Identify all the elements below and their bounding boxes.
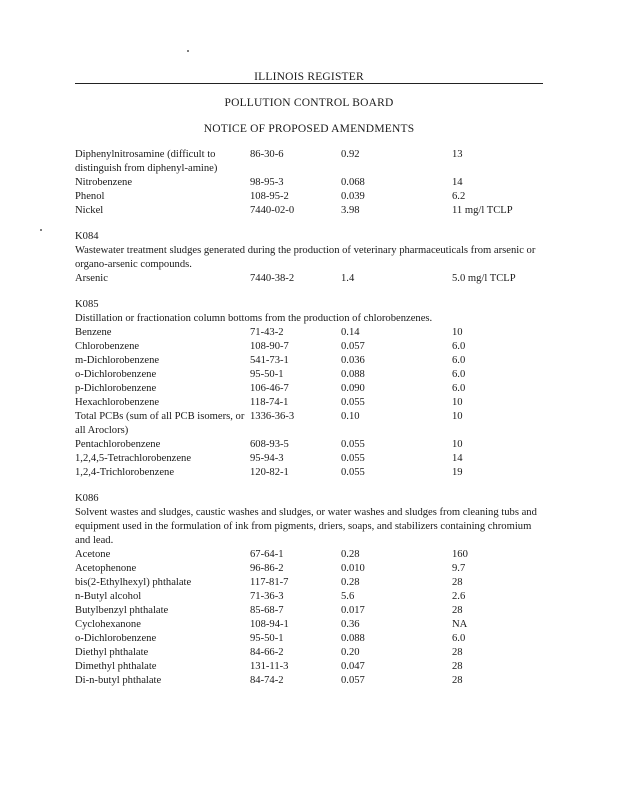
register-title: ILLINOIS REGISTER xyxy=(254,71,364,83)
wastewater-standard: 0.039 xyxy=(341,191,365,202)
k084-table xyxy=(75,272,545,286)
wastewater-standard: 5.6 xyxy=(341,591,355,602)
k085-table xyxy=(75,326,545,480)
cas-number: 120-82-1 xyxy=(250,467,289,478)
waste-code-k084: K084 xyxy=(75,231,99,242)
cas-number: 96-86-2 xyxy=(250,563,284,574)
cas-number: 7440-02-0 xyxy=(250,205,295,216)
constituent-name: Butylbenzyl phthalate xyxy=(75,605,169,616)
constituent-row xyxy=(75,148,545,176)
constituent-name: Nitrobenzene xyxy=(75,177,133,188)
nonwastewater-standard: 6.0 xyxy=(452,633,466,644)
constituent-name: Benzene xyxy=(75,327,112,338)
constituent-name: 1,2,4-Trichlorobenzene xyxy=(75,467,175,478)
constituent-name: m-Dichlorobenzene xyxy=(75,355,160,366)
scan-speck xyxy=(187,50,189,52)
wastewater-standard: 1.4 xyxy=(341,273,355,284)
wastewater-standard: 0.088 xyxy=(341,369,365,380)
nonwastewater-standard: 13 xyxy=(452,149,463,160)
nonwastewater-standard: NA xyxy=(452,619,468,630)
k085-description: Distillation or fractionation column bottoms from the production of chlorobenzenes. xyxy=(75,313,433,324)
constituent-row xyxy=(75,562,545,576)
cas-number: 108-94-1 xyxy=(250,619,289,630)
nonwastewater-standard: 28 xyxy=(452,647,463,658)
constituent-row xyxy=(75,204,545,218)
wastewater-standard: 0.055 xyxy=(341,453,365,464)
nonwastewater-standard: 10 xyxy=(452,397,463,408)
constituent-row xyxy=(75,618,545,632)
wastewater-standard: 0.10 xyxy=(341,411,360,422)
cas-number: 98-95-3 xyxy=(250,177,284,188)
nonwastewater-standard: 10 xyxy=(452,327,463,338)
cas-number: 108-90-7 xyxy=(250,341,289,352)
constituent-row xyxy=(75,382,545,396)
constituent-row xyxy=(75,410,545,438)
scan-speck xyxy=(40,229,42,231)
wastewater-standard: 0.057 xyxy=(341,675,365,686)
constituent-name: Diethyl phthalate xyxy=(75,647,149,658)
nonwastewater-standard: 28 xyxy=(452,661,463,672)
constituent-row xyxy=(75,674,545,688)
board-title: POLLUTION CONTROL BOARD xyxy=(224,97,394,109)
wastewater-standard: 0.047 xyxy=(341,661,365,672)
constituent-name: Phenol xyxy=(75,191,105,202)
cas-number: 131-11-3 xyxy=(250,661,289,672)
constituent-name: 1,2,4,5-Tetrachlorobenzene xyxy=(75,453,192,464)
nonwastewater-standard: 6.0 xyxy=(452,369,466,380)
constituent-name: Cyclohexanone xyxy=(75,619,141,630)
cas-number: 608-93-5 xyxy=(250,439,289,450)
cas-number: 117-81-7 xyxy=(250,577,289,588)
cas-number: 106-46-7 xyxy=(250,383,289,394)
constituent-name: Pentachlorobenzene xyxy=(75,439,161,450)
constituent-row xyxy=(75,646,545,660)
waste-code-k085: K085 xyxy=(75,299,99,310)
constituent-row xyxy=(75,176,545,190)
constituent-name: Acetone xyxy=(75,549,111,560)
constituent-row xyxy=(75,466,545,480)
cas-number: 84-66-2 xyxy=(250,647,284,658)
nonwastewater-standard: 160 xyxy=(452,549,468,560)
constituent-row xyxy=(75,632,545,646)
constituent-row xyxy=(75,576,545,590)
nonwastewater-standard: 28 xyxy=(452,675,463,686)
constituent-name: Arsenic xyxy=(75,273,108,284)
constituent-name: bis(2-Ethylhexyl) phthalate xyxy=(75,577,192,588)
cas-number: 67-64-1 xyxy=(250,549,284,560)
nonwastewater-standard: 10 xyxy=(452,439,463,450)
constituent-name: Acetophenone xyxy=(75,563,137,574)
cas-number: 541-73-1 xyxy=(250,355,289,366)
k084-description: Wastewater treatment sludges generated during the production of veterinary pharmaceuticals from arsenic or organo-arsenic compounds. xyxy=(75,245,536,270)
cas-number: 84-74-2 xyxy=(250,675,284,686)
nonwastewater-standard: 6.0 xyxy=(452,383,466,394)
wastewater-standard: 0.055 xyxy=(341,467,365,478)
constituent-row xyxy=(75,438,545,452)
nonwastewater-standard: 5.0 mg/l TCLP xyxy=(452,273,516,284)
constituent-name: Chlorobenzene xyxy=(75,341,140,352)
cas-number: 118-74-1 xyxy=(250,397,289,408)
cas-number: 86-30-6 xyxy=(250,149,284,160)
nonwastewater-standard: 6.0 xyxy=(452,355,466,366)
waste-code-k086: K086 xyxy=(75,493,99,504)
nonwastewater-standard: 14 xyxy=(452,453,463,464)
constituent-row xyxy=(75,354,545,368)
document-body xyxy=(75,148,545,688)
wastewater-standard: 0.92 xyxy=(341,149,360,160)
constituent-row xyxy=(75,340,545,354)
wastewater-standard: 0.055 xyxy=(341,439,365,450)
wastewater-standard: 0.088 xyxy=(341,633,365,644)
constituent-name: Nickel xyxy=(75,205,104,216)
notice-title: NOTICE OF PROPOSED AMENDMENTS xyxy=(203,123,415,135)
wastewater-standard: 0.14 xyxy=(341,327,360,338)
cas-number: 95-50-1 xyxy=(250,633,284,644)
wastewater-standard: 0.36 xyxy=(341,619,360,630)
wastewater-standard: 0.28 xyxy=(341,577,360,588)
constituent-name: Hexachlorobenzene xyxy=(75,397,160,408)
wastewater-standard: 0.057 xyxy=(341,341,365,352)
nonwastewater-standard: 28 xyxy=(452,577,463,588)
constituent-name: n-Butyl alcohol xyxy=(75,591,142,602)
cas-number: 71-43-2 xyxy=(250,327,284,338)
nonwastewater-standard: 11 mg/l TCLP xyxy=(452,205,513,216)
cas-number: 108-95-2 xyxy=(250,191,289,202)
cas-number: 1336-36-3 xyxy=(250,411,295,422)
constituent-name: Dimethyl phthalate xyxy=(75,661,157,672)
wastewater-standard: 0.010 xyxy=(341,563,365,574)
constituent-row xyxy=(75,272,545,286)
wastewater-standard: 0.017 xyxy=(341,605,365,616)
constituent-name: Diphenylnitrosamine (difficult to distinguish from diphenyl-amine) xyxy=(75,149,218,174)
nonwastewater-standard: 10 xyxy=(452,411,463,422)
constituent-name: p-Dichlorobenzene xyxy=(75,383,157,394)
nonwastewater-standard: 9.7 xyxy=(452,563,466,574)
constituent-row xyxy=(75,368,545,382)
cas-number: 95-94-3 xyxy=(250,453,284,464)
wastewater-standard: 3.98 xyxy=(341,205,360,216)
nonwastewater-standard: 28 xyxy=(452,605,463,616)
nonwastewater-standard: 2.6 xyxy=(452,591,466,602)
k086-description: Solvent wastes and sludges, caustic washes and sludges, or water washes and sludges from cleaning tubs and equipment used in the formulation of ink from pigments, driers, soaps, and stabilizers containing chromium and lead. xyxy=(75,507,537,546)
constituent-name: Di-n-butyl phthalate xyxy=(75,675,162,686)
cas-number: 95-50-1 xyxy=(250,369,284,380)
k086-table xyxy=(75,548,545,688)
initial-table xyxy=(75,148,545,218)
nonwastewater-standard: 6.0 xyxy=(452,341,466,352)
constituent-name: o-Dichlorobenzene xyxy=(75,633,157,644)
constituent-row xyxy=(75,452,545,466)
wastewater-standard: 0.28 xyxy=(341,549,360,560)
constituent-name: o-Dichlorobenzene xyxy=(75,369,157,380)
constituent-row xyxy=(75,604,545,618)
cas-number: 85-68-7 xyxy=(250,605,284,616)
constituent-row xyxy=(75,190,545,204)
cas-number: 7440-38-2 xyxy=(250,273,295,284)
wastewater-standard: 0.20 xyxy=(341,647,360,658)
constituent-row xyxy=(75,660,545,674)
wastewater-standard: 0.055 xyxy=(341,397,365,408)
wastewater-standard: 0.036 xyxy=(341,355,365,366)
wastewater-standard: 0.090 xyxy=(341,383,365,394)
nonwastewater-standard: 6.2 xyxy=(452,191,466,202)
cas-number: 71-36-3 xyxy=(250,591,284,602)
header-rule xyxy=(75,83,543,84)
constituent-name: Total PCBs (sum of all PCB isomers, or all Aroclors) xyxy=(75,411,245,436)
constituent-row xyxy=(75,326,545,340)
constituent-row xyxy=(75,590,545,604)
nonwastewater-standard: 19 xyxy=(452,467,463,478)
constituent-row xyxy=(75,396,545,410)
wastewater-standard: 0.068 xyxy=(341,177,365,188)
constituent-row xyxy=(75,548,545,562)
nonwastewater-standard: 14 xyxy=(452,177,463,188)
